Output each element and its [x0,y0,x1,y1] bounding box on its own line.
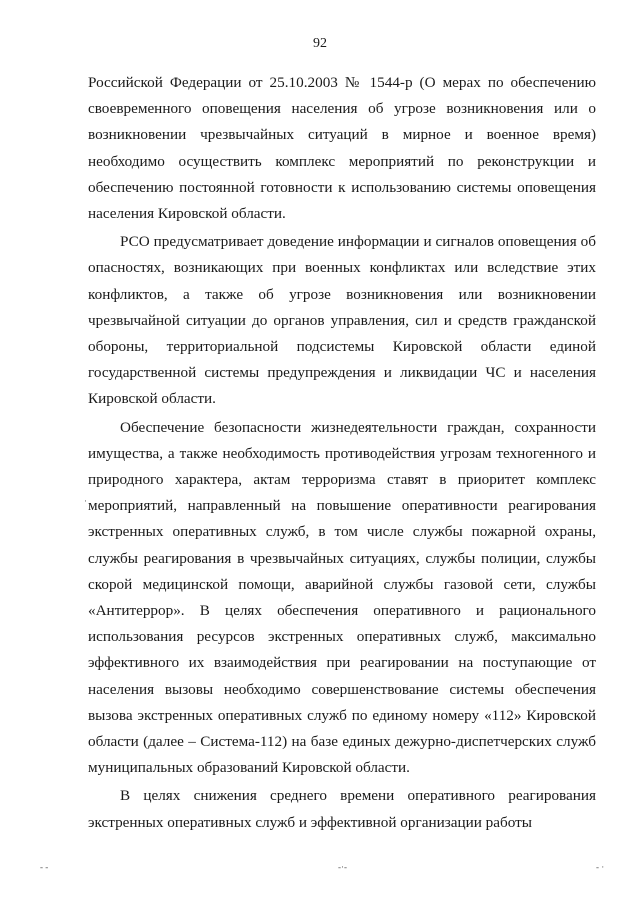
paragraph-1: Российской Федерации от 25.10.2003 № 1544-р (О мерах по обеспечению своевременного оповещения населения об угрозе возникновения или о возникновении чрезвычайных ситуаций в мирное и военное время) необходимо осуществить комплекс мероприятий по реконструкции и обеспечению постоянной готовности к использованию системы оповещения населения Кировской области. [88,74,596,223]
paragraph-3: Обеспечение безопасности жизнедеятельности граждан, сохранности имущества, а также необходимость противодействия угрозам техногенного и природного характера, актам терроризма ставят в приоритет комплекс мероприятий, направленный на повышение оперативности реагирования экстренных оперативных служб, в том числе службы пожарной охраны, службы реагирования в чрезвычайных ситуациях, службы полиции, службы скорой медицинской помощи, аварийной службы газовой сети, службы «Антитеррор». В целях обеспечения оперативного и рационального использования ресурсов экстренных оперативных служб, максимально эффективного их взаимодействия при реагировании на поступающие от населения вызовы необходимо совершенствование системы обеспечения вызова экстренных оперативных служб по единому номеру «112» Кировской области (далее – Система-112) на базе единых дежурно-диспетчерских служб муниципальных образований Кировской области. [88,418,596,777]
scan-mark-center: -·- [338,862,347,872]
scan-speck: · [84,496,87,506]
paragraph-2: РСО предусматривает доведение информации и сигналов оповещения об опасностях, возникающих при военных конфликтах или вследствие этих конфликтов, а также об угрозе возникновения или возникновении чрезвычайной ситуации до органов управления, сил и средств гражданской обороны, территориальной подсистемы Кировской области единой государственной системы предупреждения и ликвидации ЧС и населения Кировской области. [88,233,596,408]
scan-mark-left: - - [40,862,49,872]
page-body [88,70,596,836]
paragraph-4: В целях снижения среднего времени оперативного реагирования экстренных оперативных служб и эффективной организации работы [88,787,596,831]
page-number: 92 [313,36,327,51]
scan-mark-right: - · [596,862,605,872]
